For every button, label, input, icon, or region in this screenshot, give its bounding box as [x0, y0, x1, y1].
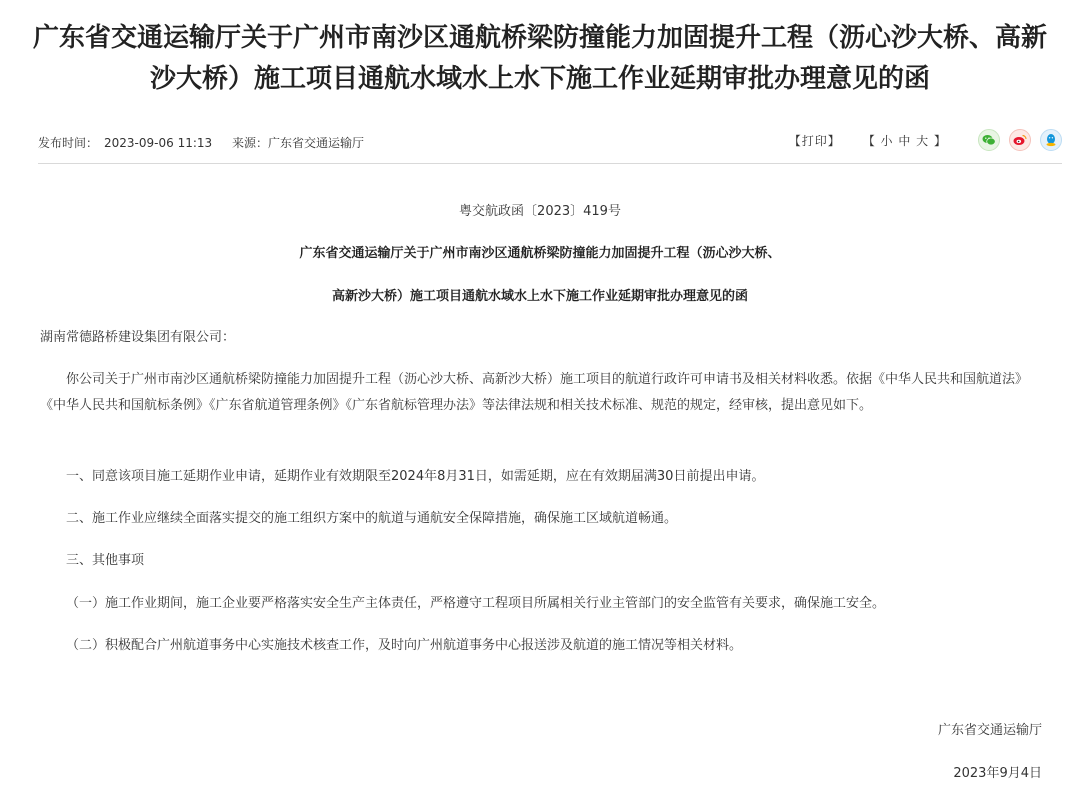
publish-time: 2023-09-06 11:13 — [104, 136, 213, 150]
document-heading-line1: 广东省交通运输厅关于广州市南沙区通航桥梁防撞能力加固提升工程（沥心沙大桥、 — [299, 246, 781, 261]
document-number: 粤交航政函〔2023〕419号 — [459, 204, 621, 219]
source: 广东省交通运输厅 — [268, 136, 365, 150]
publish-time-label: 发布时间： — [38, 136, 99, 150]
document-heading-line2: 高新沙大桥）施工项目通航水域水上水下施工作业延期审批办理意见的函 — [331, 289, 748, 304]
meta-info — [38, 134, 370, 151]
weibo-icon[interactable] — [1009, 129, 1031, 151]
print-link[interactable]: 【打印】 — [788, 133, 841, 148]
page-title-line1: 广东省交通运输厅关于广州市南沙区通航桥梁防撞能力加固提升工程（沥心沙大桥、高新 — [32, 23, 1047, 53]
meta-bar — [38, 124, 1062, 164]
wechat-icon[interactable] — [978, 129, 1000, 151]
opinion-subitem-1: （一）施工作业期间，施工企业要严格落实安全生产主体责任，严格遵守工程项目所属相关行业主管部门的安全监管有关要求，确保施工安全。 — [66, 596, 886, 611]
qq-icon[interactable] — [1040, 129, 1062, 151]
addressee: 湖南常德路桥建设集团有限公司： — [40, 330, 236, 345]
font-size-switcher[interactable]: 【 小 中 大 】 — [862, 133, 947, 148]
opinion-subitem-2: （二）积极配合广州航道事务中心实施技术核查工作，及时向广州航道事务中心报送涉及航道的施工情况等相关材料。 — [66, 638, 743, 653]
intro-paragraph: 你公司关于广州市南沙区通航桥梁防撞能力加固提升工程（沥心沙大桥、高新沙大桥）施工项目的航道行政许可申请书及相关材料收悉。依据《中华人民共和国航道法》《中华人民共和国航标条例》《广东省航道管理条例》《广东省航标管理办法》等法律法规和相关技术标准、规范的规定，经审核，提出意见如下。 — [40, 372, 1029, 413]
page-title-line2: 沙大桥）施工项目通航水域水上水下施工作业延期审批办理意见的函 — [149, 64, 930, 94]
signature: 广东省交通运输厅 — [937, 723, 1042, 738]
signature-date: 2023年9月4日 — [953, 766, 1042, 781]
opinion-item-1: 一、同意该项目施工延期作业申请，延期作业有效期限至2024年8月31日，如需延期，应在有效期届满30日前提出申请。 — [66, 469, 765, 484]
meta-actions — [789, 129, 1062, 151]
opinion-item-2: 二、施工作业应继续全面落实提交的施工组织方案中的航道与通航安全保障措施，确保施工区域航道畅通。 — [66, 511, 678, 526]
source-label: 来源： — [231, 136, 268, 150]
page-title — [30, 18, 1050, 100]
opinion-item-3: 三、其他事项 — [66, 553, 145, 568]
